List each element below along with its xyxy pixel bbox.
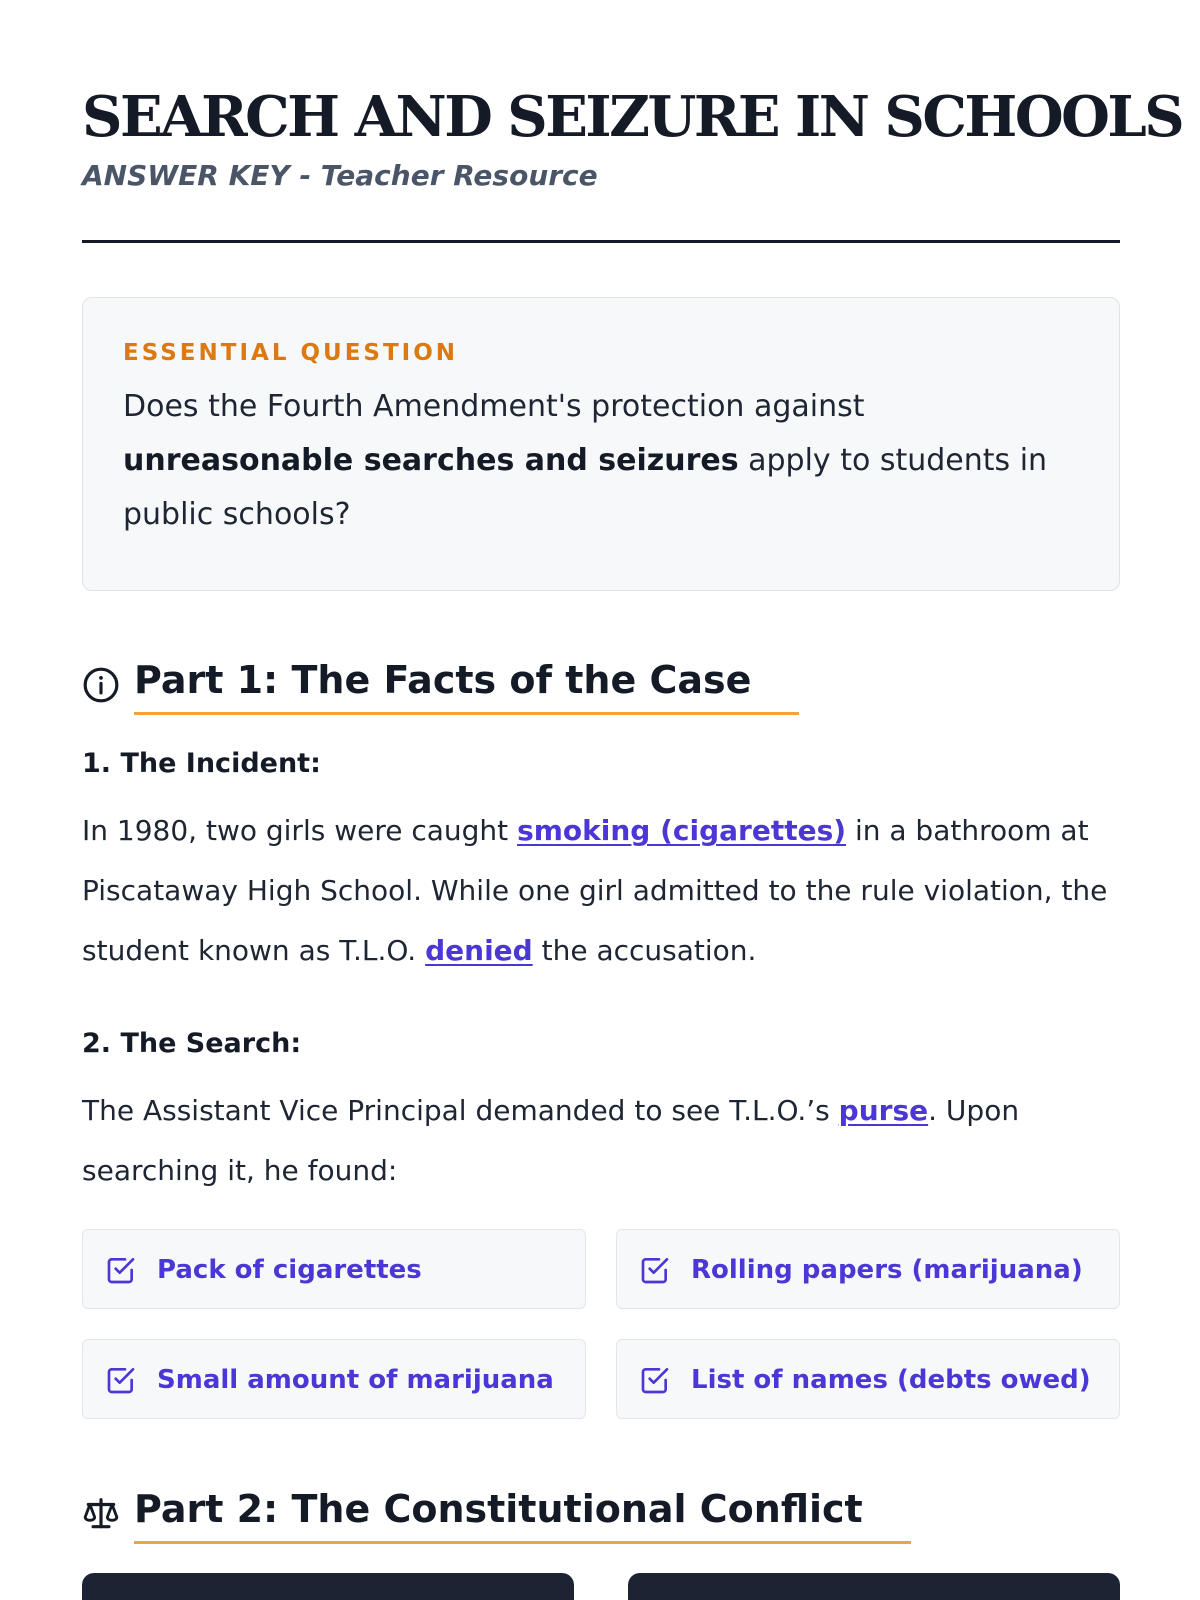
checkbox-checked-icon <box>105 1364 137 1396</box>
answer-smoking: smoking (cigarettes) <box>517 814 847 847</box>
checkbox-checked-icon <box>639 1254 671 1286</box>
eq-text-part: Does the Fourth Amendment's protection against <box>123 389 865 424</box>
page-subtitle: ANSWER KEY - Teacher Resource <box>82 159 598 192</box>
incident-text: in a bathroom at Piscataway High School. While one girl admitted to the rule violation, the student known as T.L.O. <box>82 814 1108 967</box>
incident-text: In 1980, two girls were caught <box>82 814 518 847</box>
info-circle-icon <box>82 666 120 704</box>
search-heading: 2. The Search: <box>82 1028 302 1059</box>
eq-text-bold: unreasonable searches and seizures <box>123 443 739 478</box>
finding-item <box>82 1229 586 1309</box>
finding-item <box>616 1339 1120 1419</box>
essential-question-text <box>123 380 1083 542</box>
finding-text: Rolling papers (marijuana) <box>691 1255 1083 1285</box>
incident-paragraph <box>82 801 1122 981</box>
page-title: SEARCH AND SEIZURE IN SCHOOLS <box>82 84 1183 150</box>
search-text: . Upon searching it, he found: <box>82 1094 1020 1187</box>
finding-item <box>82 1339 586 1419</box>
conflict-card-right <box>628 1573 1120 1600</box>
eq-text-part: apply to students in public schools? <box>123 443 1048 532</box>
title-divider <box>82 240 1120 243</box>
search-text: The Assistant Vice Principal demanded to see T.L.O.’s <box>82 1094 839 1127</box>
finding-text: Small amount of marijuana <box>157 1365 554 1395</box>
incident-heading: 1. The Incident: <box>82 748 321 779</box>
conflict-card-left <box>82 1573 574 1600</box>
essential-question-box <box>82 297 1120 591</box>
essential-question-label: ESSENTIAL QUESTION <box>123 340 459 366</box>
answer-purse: purse <box>838 1094 929 1127</box>
answer-denied: denied <box>425 934 533 967</box>
checkbox-checked-icon <box>639 1364 671 1396</box>
search-paragraph <box>82 1081 1122 1201</box>
part2-title: Part 2: The Constitutional Conflict <box>134 1481 911 1544</box>
scales-icon <box>82 1495 120 1533</box>
checkbox-checked-icon <box>105 1254 137 1286</box>
part1-title: Part 1: The Facts of the Case <box>134 652 799 715</box>
finding-text: List of names (debts owed) <box>691 1365 1091 1395</box>
incident-text: the accusation. <box>532 934 757 967</box>
finding-text: Pack of cigarettes <box>157 1255 422 1285</box>
finding-item <box>616 1229 1120 1309</box>
